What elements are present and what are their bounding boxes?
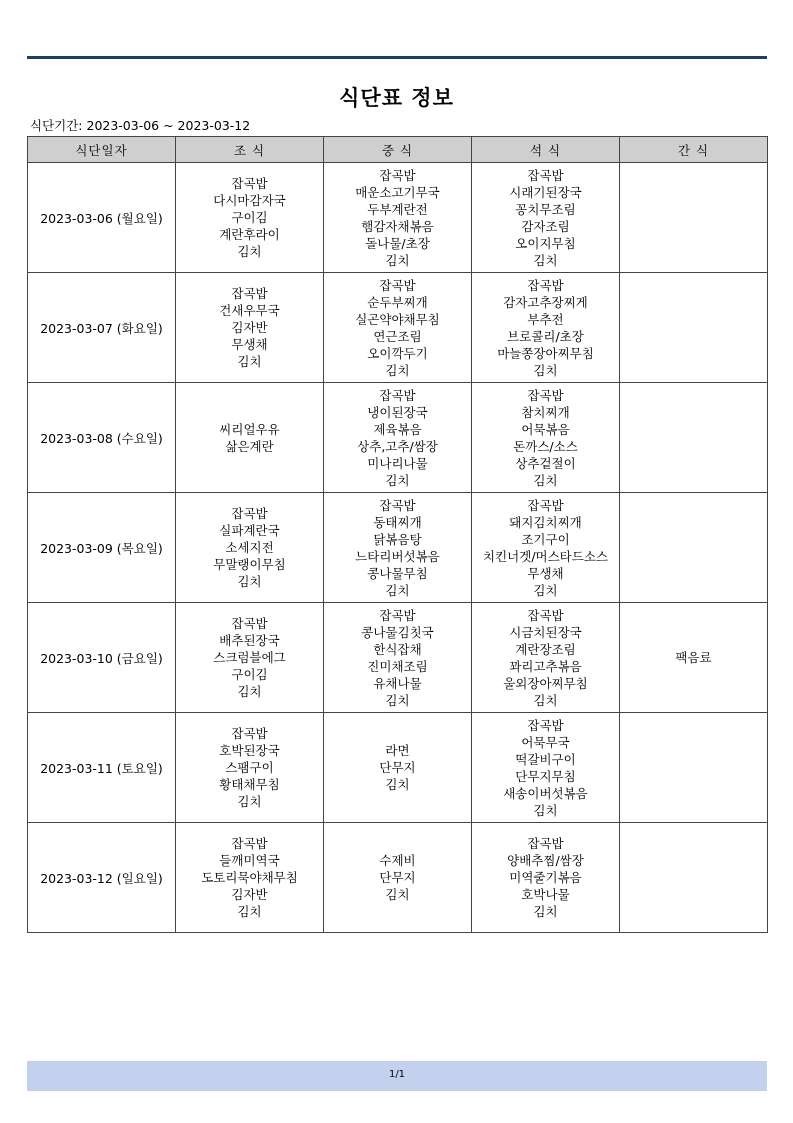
date-cell: 2023-03-07 (화요일) xyxy=(28,273,176,383)
menu-item: 김치 xyxy=(533,362,558,378)
menu-item: 삶은계란 xyxy=(225,438,274,454)
lunch-cell xyxy=(324,383,472,493)
menu-item: 김치 xyxy=(385,582,410,598)
menu-item: 콩나물무침 xyxy=(367,565,428,581)
menu-item: 마늘쫑장아찌무침 xyxy=(497,345,594,361)
table-row xyxy=(28,713,768,823)
menu-item: 진미채조림 xyxy=(367,658,428,674)
col-header-breakfast: 조 식 xyxy=(176,137,324,163)
menu-item: 스크럼블에그 xyxy=(213,650,286,665)
table-row xyxy=(28,163,768,273)
menu-item: 울외장아찌무침 xyxy=(503,675,588,691)
date-cell: 2023-03-11 (토요일) xyxy=(28,713,176,823)
menu-item: 돈까스/소스 xyxy=(513,438,578,454)
menu-item: 김치 xyxy=(237,904,262,919)
menu-body xyxy=(28,163,768,933)
menu-item: 실곤약야채무침 xyxy=(355,311,440,327)
menu-item: 스팸구이 xyxy=(225,760,274,775)
menu-item: 양배추찜/쌈장 xyxy=(507,853,584,868)
menu-item: 김자반 xyxy=(231,320,268,335)
menu-item: 김치 xyxy=(237,794,262,809)
menu-item: 김치 xyxy=(533,582,558,598)
menu-item: 닭볶음탕 xyxy=(373,531,422,547)
lunch-cell xyxy=(324,603,472,713)
snack-cell xyxy=(620,603,768,713)
col-header-lunch: 중 식 xyxy=(324,137,472,163)
menu-item: 김자반 xyxy=(231,887,268,902)
menu-item: 김치 xyxy=(385,887,410,902)
snack-cell xyxy=(620,273,768,383)
date-cell: 2023-03-09 (목요일) xyxy=(28,493,176,603)
dinner-cell xyxy=(472,383,620,493)
menu-item: 잡곡밥 xyxy=(379,497,416,513)
menu-item: 잡곡밥 xyxy=(379,387,416,403)
menu-item: 감자고추장찌게 xyxy=(503,294,588,310)
breakfast-cell xyxy=(176,713,324,823)
lunch-cell xyxy=(324,823,472,933)
dinner-cell xyxy=(472,603,620,713)
menu-item: 김치 xyxy=(385,692,410,708)
menu-item: 떡갈비구이 xyxy=(515,751,576,767)
menu-item: 새송이버섯볶음 xyxy=(503,785,588,801)
menu-item: 잡곡밥 xyxy=(527,607,564,623)
menu-item: 호박된장국 xyxy=(219,743,280,758)
breakfast-cell xyxy=(176,493,324,603)
menu-item: 오이깍두기 xyxy=(367,345,428,361)
menu-item: 참치찌개 xyxy=(521,404,570,420)
menu-item: 잡곡밥 xyxy=(231,506,268,521)
menu-item: 김치 xyxy=(385,777,410,792)
breakfast-cell xyxy=(176,383,324,493)
menu-item: 잡곡밥 xyxy=(527,497,564,513)
menu-item: 들깨미역국 xyxy=(219,853,280,868)
menu-item: 상추,고추/쌈장 xyxy=(357,438,438,454)
menu-item: 잡곡밥 xyxy=(231,836,268,851)
menu-item: 시금치된장국 xyxy=(509,624,582,640)
menu-item: 두부계란전 xyxy=(367,201,428,217)
menu-item: 김치 xyxy=(385,362,410,378)
menu-table xyxy=(27,136,768,933)
menu-item: 어묵무국 xyxy=(521,734,570,750)
lunch-cell xyxy=(324,163,472,273)
menu-item: 씨리얼우유 xyxy=(219,421,280,437)
header-row xyxy=(28,137,768,163)
breakfast-cell xyxy=(176,273,324,383)
dinner-cell xyxy=(472,273,620,383)
breakfast-cell xyxy=(176,823,324,933)
menu-item: 잡곡밥 xyxy=(379,277,416,293)
menu-item: 단무지 xyxy=(379,760,416,775)
menu-item: 감자조림 xyxy=(521,218,570,234)
menu-item: 무생채 xyxy=(527,565,564,581)
menu-item: 꽁치무조림 xyxy=(515,201,576,217)
menu-item: 김치 xyxy=(237,684,262,699)
menu-item: 동태찌개 xyxy=(373,514,422,530)
menu-item: 무생채 xyxy=(231,337,268,352)
menu-item: 건새우무국 xyxy=(219,303,280,318)
menu-item: 수제비 xyxy=(379,853,416,868)
menu-item: 김치 xyxy=(533,472,558,488)
menu-item: 조기구이 xyxy=(521,531,570,547)
menu-item: 잡곡밥 xyxy=(527,836,564,851)
menu-item: 시래기된장국 xyxy=(509,184,582,200)
date-cell: 2023-03-12 (일요일) xyxy=(28,823,176,933)
snack-cell xyxy=(620,163,768,273)
menu-item: 팩음료 xyxy=(675,650,712,665)
dinner-cell xyxy=(472,493,620,603)
dinner-cell xyxy=(472,163,620,273)
menu-item: 상추겉절이 xyxy=(515,455,576,471)
menu-item: 잡곡밥 xyxy=(379,607,416,623)
menu-item: 무말랭이무침 xyxy=(213,557,286,572)
menu-item: 잡곡밥 xyxy=(231,616,268,631)
menu-item: 배추된장국 xyxy=(219,633,280,648)
page-footer xyxy=(27,1061,767,1091)
menu-item: 잡곡밥 xyxy=(231,176,268,191)
top-rule xyxy=(27,56,767,59)
date-cell: 2023-03-10 (금요일) xyxy=(28,603,176,713)
menu-item: 오이지무침 xyxy=(515,235,576,251)
menu-item: 도토리묵야채무침 xyxy=(201,870,298,885)
date-cell: 2023-03-06 (월요일) xyxy=(28,163,176,273)
page-title: 식단표 정보 xyxy=(339,86,454,110)
menu-item: 구이김 xyxy=(231,667,268,682)
menu-item: 브로콜리/초장 xyxy=(507,328,584,344)
menu-item: 순두부찌개 xyxy=(367,294,428,310)
lunch-cell xyxy=(324,493,472,603)
menu-item: 김치 xyxy=(385,472,410,488)
dinner-cell xyxy=(472,713,620,823)
table-row xyxy=(28,493,768,603)
menu-item: 돌나물/초장 xyxy=(365,235,430,251)
menu-item: 김치 xyxy=(237,244,262,259)
col-header-date: 식단일자 xyxy=(28,137,176,163)
menu-item: 황태채무침 xyxy=(219,777,280,792)
menu-item: 호박나물 xyxy=(521,887,570,902)
menu-item: 돼지김치찌개 xyxy=(509,514,582,530)
menu-period: 식단기간: 2023-03-06 ~ 2023-03-12 xyxy=(30,118,251,133)
menu-item: 제육볶음 xyxy=(373,421,422,437)
menu-item: 계란후라이 xyxy=(219,227,280,242)
menu-item: 실파계란국 xyxy=(219,523,280,538)
menu-item: 느타리버섯볶음 xyxy=(355,548,440,564)
table-row xyxy=(28,603,768,713)
table-row xyxy=(28,823,768,933)
menu-item: 단무지 xyxy=(379,870,416,885)
breakfast-cell xyxy=(176,603,324,713)
menu-item: 꽈리고추볶음 xyxy=(509,658,582,674)
page-number: 1/1 xyxy=(388,1069,406,1080)
menu-item: 잡곡밥 xyxy=(527,387,564,403)
menu-item: 잡곡밥 xyxy=(527,717,564,733)
table-row xyxy=(28,383,768,493)
menu-item: 연근조림 xyxy=(373,328,422,344)
menu-item: 김치 xyxy=(533,904,558,919)
menu-item: 잡곡밥 xyxy=(231,286,268,301)
menu-item: 매운소고기무국 xyxy=(355,184,440,200)
lunch-cell xyxy=(324,273,472,383)
menu-item: 부추전 xyxy=(527,311,564,327)
menu-item: 소세지전 xyxy=(225,540,274,555)
menu-item: 김치 xyxy=(533,692,558,708)
menu-item: 김치 xyxy=(533,802,558,818)
date-cell: 2023-03-08 (수요일) xyxy=(28,383,176,493)
menu-item: 미역줄기볶음 xyxy=(509,870,582,885)
snack-cell xyxy=(620,493,768,603)
menu-item: 단무지무침 xyxy=(515,768,576,784)
menu-item: 잡곡밥 xyxy=(527,277,564,293)
menu-item: 잡곡밥 xyxy=(527,167,564,183)
menu-item: 다시마감자국 xyxy=(213,193,286,208)
menu-item: 어묵볶음 xyxy=(521,421,570,437)
menu-item: 콩나물김칫국 xyxy=(361,624,434,640)
col-header-dinner: 석 식 xyxy=(472,137,620,163)
dinner-cell xyxy=(472,823,620,933)
menu-item: 구이김 xyxy=(231,210,268,225)
menu-item: 김치 xyxy=(237,574,262,589)
menu-item: 미나리나물 xyxy=(367,455,428,471)
snack-cell xyxy=(620,713,768,823)
menu-item: 한식잡채 xyxy=(373,641,422,657)
menu-item: 유채나물 xyxy=(373,675,422,691)
menu-item: 햄감자채볶음 xyxy=(361,218,434,234)
menu-item: 라면 xyxy=(385,743,410,758)
snack-cell xyxy=(620,383,768,493)
menu-item: 김치 xyxy=(237,354,262,369)
snack-cell xyxy=(620,823,768,933)
lunch-cell xyxy=(324,713,472,823)
menu-item: 김치 xyxy=(533,252,558,268)
menu-item: 김치 xyxy=(385,252,410,268)
breakfast-cell xyxy=(176,163,324,273)
menu-item: 냉이된장국 xyxy=(367,404,428,420)
menu-item: 잡곡밥 xyxy=(231,726,268,741)
col-header-snack: 간 식 xyxy=(620,137,768,163)
menu-item: 치킨너겟/머스타드소스 xyxy=(483,548,608,564)
menu-item: 계란장조림 xyxy=(515,641,576,657)
menu-item: 잡곡밥 xyxy=(379,167,416,183)
table-row xyxy=(28,273,768,383)
